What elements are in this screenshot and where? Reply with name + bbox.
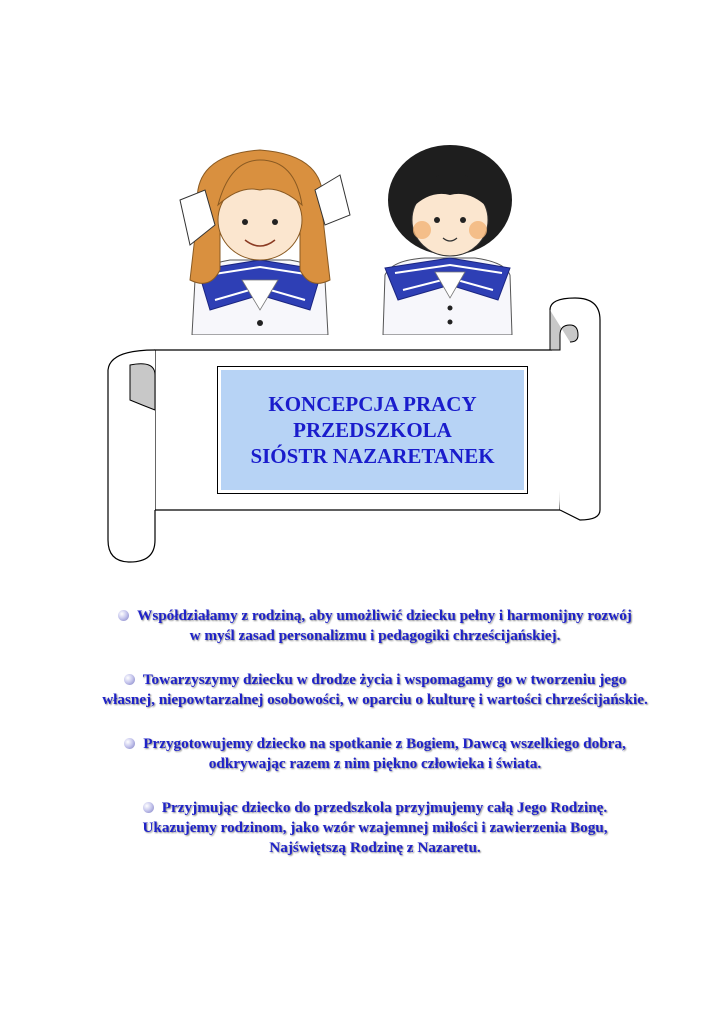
point-text: własnej, niepowtarzalnej osobowości, w oparciu o kulturę i wartości chrześcijańskie. xyxy=(102,691,648,708)
point-text: Przygotowujemy dziecko na spotkanie z Bogiem, Dawcą wszelkiego dobra, xyxy=(143,735,626,752)
title-line-1: KONCEPCJA PRACY xyxy=(268,392,477,416)
point-text: w myśl zasad personalizmu i pedagogiki chrześcijańskiej. xyxy=(189,627,561,644)
mission-point-4 xyxy=(60,798,690,858)
mission-points xyxy=(60,606,690,882)
title-panel xyxy=(221,370,524,490)
point-text: Współdziałamy z rodziną, aby umożliwić dziecku pełny i harmonijny rozwój xyxy=(137,607,632,624)
point-text: Najświętszą Rodzinę z Nazaretu. xyxy=(269,839,481,856)
point-text: Towarzyszymy dziecku w drodze życia i wspomagamy go w tworzeniu jego xyxy=(142,671,627,688)
title-box xyxy=(217,366,528,494)
point-text: Ukazujemy rodzinom, jako wzór wzajemnej miłości i zawierzenia Bogu, xyxy=(142,819,608,836)
bullet-icon xyxy=(124,674,135,685)
bullet-icon xyxy=(118,610,129,621)
point-text: Przyjmując dziecko do przedszkola przyjmujemy całą Jego Rodzinę. xyxy=(161,799,608,816)
title-line-3: SIÓSTR NAZARETANEK xyxy=(250,444,495,468)
point-text: odkrywając razem z nim piękno człowieka i świata. xyxy=(208,755,542,772)
bullet-icon xyxy=(143,802,154,813)
mission-point-2 xyxy=(60,670,690,710)
bullet-icon xyxy=(124,738,135,749)
title-line-2: PRZEDSZKOLA xyxy=(293,418,452,442)
mission-point-3 xyxy=(60,734,690,774)
mission-point-1 xyxy=(60,606,690,646)
